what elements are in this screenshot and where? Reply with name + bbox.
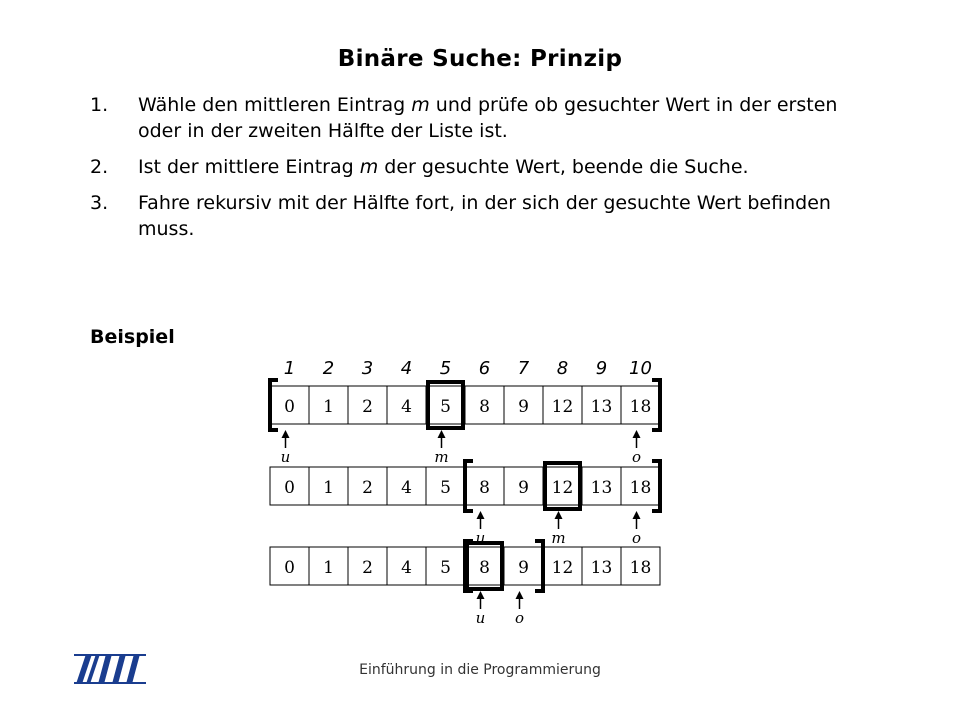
index-label: 5 [439, 358, 452, 379]
pointer-label: o [631, 529, 642, 547]
cell-value: 12 [551, 397, 574, 417]
cell-value: 5 [440, 558, 451, 578]
pointer-arrow [555, 511, 563, 519]
cell-value: 2 [362, 558, 373, 578]
cell-value: 2 [362, 478, 373, 498]
cell-value: 12 [551, 478, 574, 498]
cell-value: 5 [440, 397, 451, 417]
index-label: 9 [595, 358, 608, 379]
cell-value: 0 [284, 478, 295, 498]
index-label: 3 [361, 358, 374, 379]
cell-value: 8 [479, 478, 490, 498]
cell-value: 8 [479, 558, 490, 578]
cell-value: 13 [590, 558, 613, 578]
step-item [90, 92, 850, 144]
cell-value: 9 [518, 397, 529, 417]
pointer-label: m [434, 448, 449, 466]
cell-value: 0 [284, 397, 295, 417]
cell-value: 12 [551, 558, 574, 578]
cell-value: 13 [590, 397, 613, 417]
index-label: 2 [322, 358, 335, 379]
cell-value: 8 [479, 397, 490, 417]
cell-value: 13 [590, 478, 613, 498]
cell-value: 9 [518, 558, 529, 578]
step-number: 3. [90, 192, 109, 214]
step-text: Wähle den mittleren Eintrag m und prüfe ob gesuchter Wert in der ersten oder in der zweiten Hälfte der Liste ist. [138, 94, 838, 142]
pointer-arrow [282, 430, 290, 438]
pointer-arrow [438, 430, 446, 438]
cell-value: 4 [401, 397, 412, 417]
index-label: 1 [283, 358, 296, 379]
pointer-label: o [631, 448, 642, 466]
step-item [90, 154, 850, 180]
cell-value: 4 [401, 558, 412, 578]
page-title: Binäre Suche: Prinzip [337, 46, 623, 72]
pointer-arrow [633, 511, 641, 519]
pointer-arrow [633, 430, 641, 438]
cell-value: 1 [323, 558, 334, 578]
step-item [90, 190, 850, 242]
cell-value: 18 [629, 558, 652, 578]
pointer-arrow [516, 591, 524, 599]
step-list [90, 92, 850, 252]
cell-value: 2 [362, 397, 373, 417]
cell-value: 0 [284, 558, 295, 578]
pointer-label: u [280, 448, 291, 466]
pointer-label: o [514, 609, 525, 625]
pointer-label: m [551, 529, 566, 547]
cell-value: 18 [629, 478, 652, 498]
index-label: 4 [400, 358, 413, 379]
pointer-label: u [475, 529, 486, 547]
pointer-arrow [477, 591, 485, 599]
step-text: Fahre rekursiv mit der Hälfte fort, in der sich der gesuchte Wert befinden muss. [138, 192, 831, 240]
step-text: Ist der mittlere Eintrag m der gesuchte Wert, beende die Suche. [138, 156, 749, 178]
cell-value: 9 [518, 478, 529, 498]
index-label: 10 [629, 358, 652, 379]
step-number: 2. [90, 156, 109, 178]
binary-search-diagram [250, 350, 680, 625]
footer-text: Einführung in die Programmierung [359, 662, 601, 678]
cell-value: 5 [440, 478, 451, 498]
step-number: 1. [90, 94, 109, 116]
cell-value: 1 [323, 478, 334, 498]
cell-value: 4 [401, 478, 412, 498]
index-label: 8 [556, 358, 569, 379]
index-label: 6 [478, 358, 491, 379]
pointer-label: u [475, 609, 486, 625]
index-label: 7 [517, 358, 530, 379]
example-label: Beispiel [90, 326, 175, 348]
pointer-arrow [477, 511, 485, 519]
cell-value: 18 [629, 397, 652, 417]
cell-value: 1 [323, 397, 334, 417]
